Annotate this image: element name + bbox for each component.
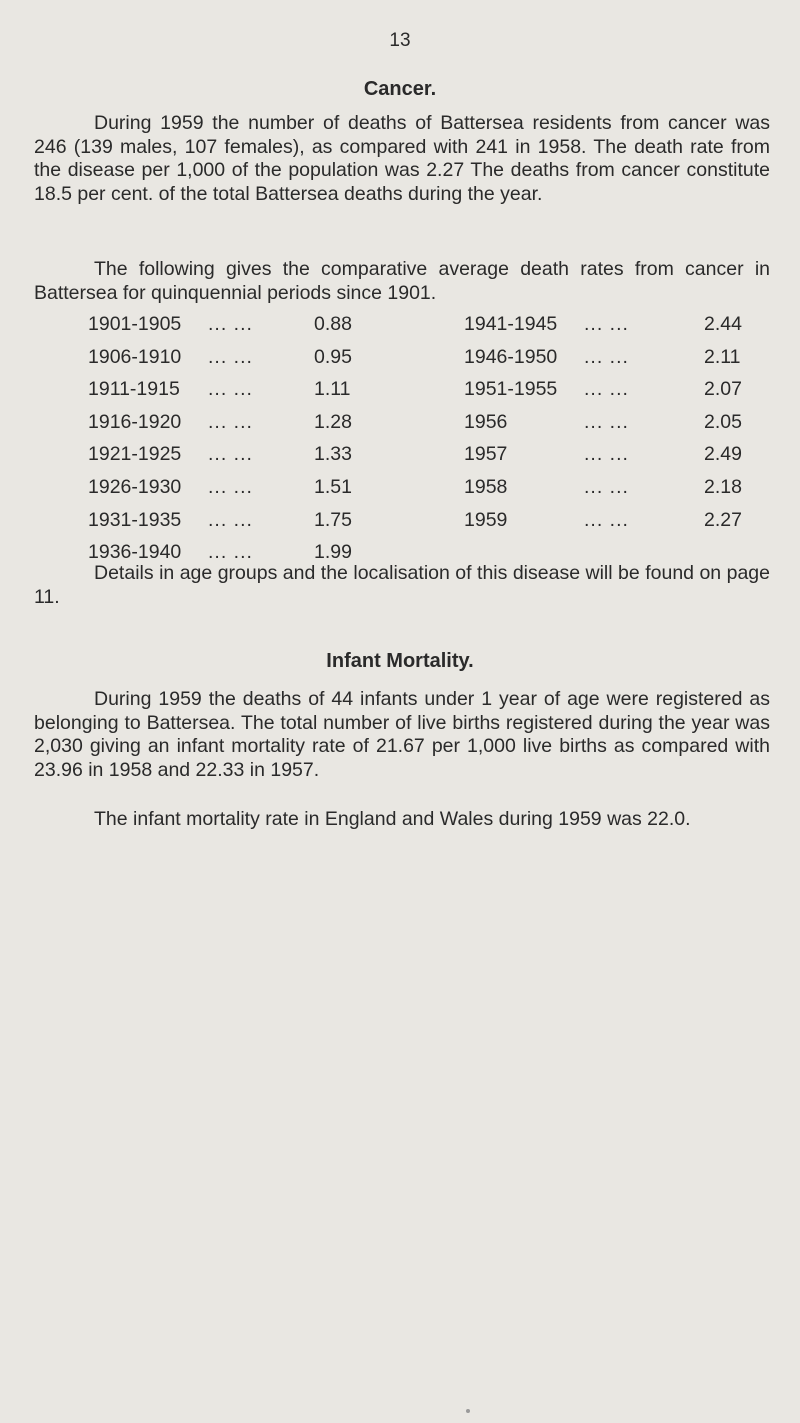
infant-paragraph-deaths: During 1959 the deaths of 44 infants under 1 year of age were registered as belonging to Battersea. The total number of live births registered during the year was 2,030 giving an infant mortality rate of 21.67 per 1,000 live births as compared with 23.96 in 1958 and 22.33 in 1957. [34,688,770,781]
rate-period: 1936-1940 [88,541,182,564]
rate-row [464,308,764,341]
rate-leader-dots: ... ... [208,345,253,368]
rate-leader-dots: ... ... [208,475,253,498]
rate-row [88,373,388,406]
rate-leader-dots: ... ... [584,313,629,335]
rate-period: 1951-1955 [464,378,558,401]
rates-column-left [88,308,388,569]
rate-value: 2.49 [704,443,742,466]
rate-row [464,504,764,537]
rate-leader-dots: ... ... [584,508,629,531]
rate-period: 1926-1930 [88,475,182,498]
rate-value: 2.05 [704,410,742,433]
rate-period: 1911-1915 [88,378,180,401]
rate-value: 2.07 [704,378,742,401]
cancer-paragraph-deaths: During 1959 the number of deaths of Battersea residents from cancer was 246 (139 males, 107 females), as compared with 241 in 1958. The death rate from the disease per 1,000 of the population was 2.27 The deaths from cancer constitute 18.5 per cent. of the total Battersea deaths during the year. [34,112,770,205]
rates-column-right [464,308,764,536]
rate-period: 1946-1950 [464,345,558,368]
rate-period: 1906-1910 [88,345,182,368]
rate-row [88,504,388,537]
rate-row [88,308,388,341]
rate-leader-dots: ... ... [208,443,253,466]
rate-period: 1931-1935 [88,508,182,531]
rate-value: 2.44 [704,313,742,335]
rate-leader-dots: ... ... [584,443,629,466]
rate-leader-dots: ... ... [584,475,629,498]
rate-value: 0.95 [314,345,352,368]
cancer-paragraph-rates-intro: The following gives the comparative average death rates from cancer in Battersea for quinquennial periods since 1901. [34,258,770,304]
rate-row [88,438,388,471]
rate-period: 1957 [464,443,508,466]
rate-value: 1.28 [314,410,352,433]
rate-period: 1958 [464,475,508,498]
rate-value: 1.51 [314,475,352,498]
cancer-paragraph-details: Details in age groups and the localisation of this disease will be found on page 11. [34,562,770,608]
page-number: 13 [389,30,411,51]
infant-paragraph-england-wales: The infant mortality rate in England and Wales during 1959 was 22.0. [94,808,691,830]
rate-leader-dots: ... ... [208,410,253,433]
rate-leader-dots: ... ... [584,378,629,401]
rate-period: 1959 [464,508,508,531]
rate-row [464,406,764,439]
rate-leader-dots: ... ... [208,541,253,564]
rate-value: 0.88 [314,313,352,335]
rate-value: 1.75 [314,508,352,531]
rate-value: 2.11 [704,345,741,368]
rate-leader-dots: ... ... [208,313,253,335]
print-speck [466,1409,470,1413]
rate-period: 1956 [464,410,508,433]
infant-mortality-heading: Infant Mortality. [326,650,474,672]
rate-value: 2.18 [704,475,742,498]
rate-row [88,406,388,439]
rate-row [464,373,764,406]
rate-leader-dots: ... ... [584,410,629,433]
rate-row [88,471,388,504]
rate-value: 1.99 [314,541,352,564]
rate-period: 1941-1945 [464,313,558,335]
rate-leader-dots: ... ... [208,508,253,531]
rate-period: 1916-1920 [88,410,182,433]
cancer-heading: Cancer. [363,78,437,100]
rate-leader-dots: ... ... [584,345,629,368]
rate-row [464,438,764,471]
rate-row [88,341,388,374]
rate-period: 1921-1925 [88,443,182,466]
rate-row [464,471,764,504]
rate-value: 2.27 [704,508,742,531]
rate-value: 1.33 [314,443,352,466]
rate-value: 1.11 [314,378,351,401]
rate-leader-dots: ... ... [208,378,253,401]
rate-period: 1901-1905 [88,313,182,335]
rate-row [464,341,764,374]
